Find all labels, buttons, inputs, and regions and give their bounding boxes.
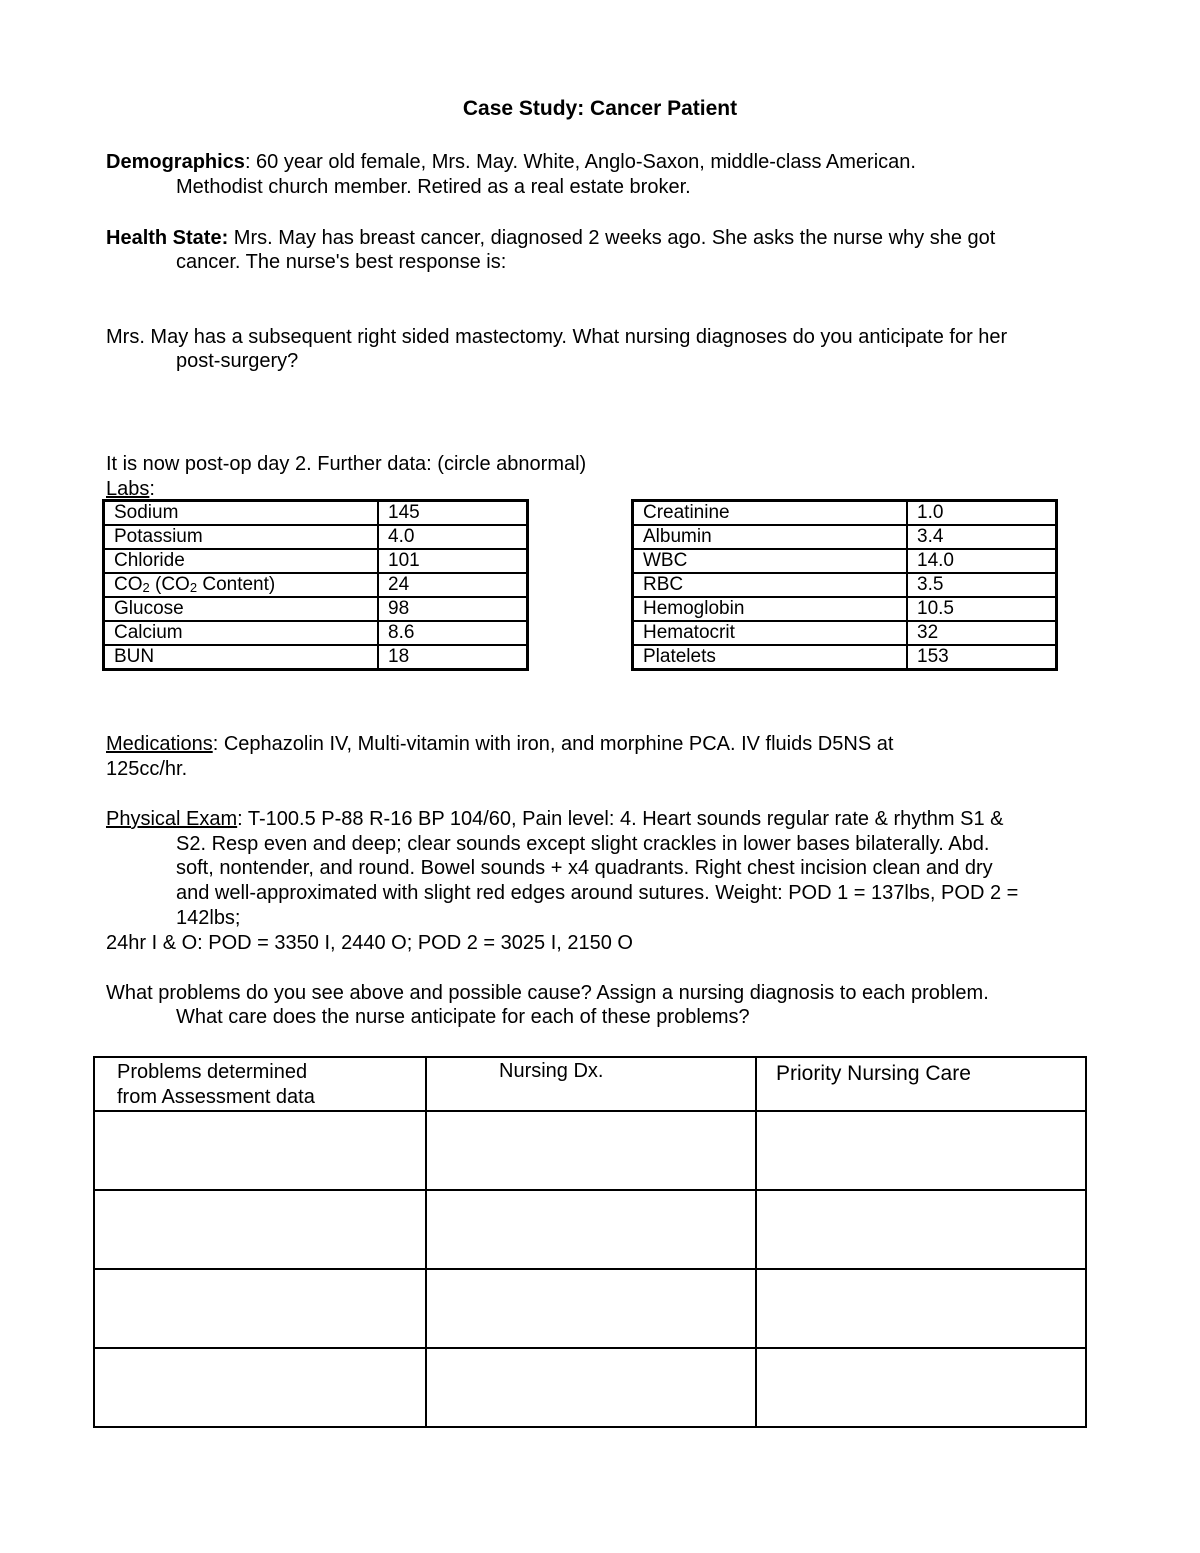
table-row <box>633 573 1057 597</box>
table-row <box>104 573 528 597</box>
mastectomy-line-2: post-surgery? <box>176 350 299 372</box>
nursing-dx-cell[interactable] <box>426 1348 756 1427</box>
priority-care-cell[interactable] <box>756 1111 1086 1190</box>
table-row <box>104 621 528 645</box>
lab-name: Potassium <box>104 525 379 549</box>
nursing-dx-cell[interactable] <box>426 1269 756 1348</box>
table-row <box>633 645 1057 670</box>
priority-care-cell[interactable] <box>756 1190 1086 1269</box>
postop-text: It is now post-op day 2. Further data: (circle abnormal) <box>106 453 587 475</box>
table-row <box>104 525 528 549</box>
table-row <box>104 597 528 621</box>
table-row <box>104 549 528 573</box>
problem-cell[interactable] <box>94 1190 426 1269</box>
table-row <box>94 1348 1086 1427</box>
lab-name: Glucose <box>104 597 379 621</box>
care-table-header <box>94 1057 1086 1111</box>
demographics-line-2: Methodist church member. Retired as a real estate broker. <box>176 176 691 198</box>
lab-value: 1.0 <box>907 501 1057 526</box>
table-row <box>104 501 528 526</box>
medications-label: Medications <box>106 733 213 755</box>
question-line-2: What care does the nurse anticipate for each of these problems? <box>176 1006 750 1028</box>
medications-text: : Cephazolin IV, Multi-vitamin with iron, and morphine PCA. IV fluids D5NS at <box>212 733 894 755</box>
lab-name: Platelets <box>633 645 908 670</box>
labs-label: Labs <box>106 478 150 500</box>
lab-value: 153 <box>907 645 1057 670</box>
col-nursing-dx: Nursing Dx. <box>426 1057 756 1111</box>
lab-value: 24 <box>378 573 528 597</box>
lab-value: 14.0 <box>907 549 1057 573</box>
care-plan-table <box>93 1056 1087 1428</box>
question-line-1: What problems do you see above and possible cause? Assign a nursing diagnosis to each problem. <box>106 982 989 1004</box>
problem-cell[interactable] <box>94 1348 426 1427</box>
health-state-label: Health State: <box>106 227 229 249</box>
table-row <box>94 1190 1086 1269</box>
lab-value: 3.5 <box>907 573 1057 597</box>
physical-exam-line-3: soft, nontender, and round. Bowel sounds + x4 quadrants. Right chest incision clean and dry <box>176 857 993 879</box>
lab-name: Hemoglobin <box>633 597 908 621</box>
table-row <box>94 1111 1086 1190</box>
lab-name: Creatinine <box>633 501 908 526</box>
physical-exam-line-2: S2. Resp even and deep; clear sounds except slight crackles in lower bases bilaterally. Abd. <box>176 833 990 855</box>
lab-name: WBC <box>633 549 908 573</box>
physical-exam-text: : T-100.5 P-88 R-16 BP 104/60, Pain level: 4. Heart sounds regular rate & rhythm S1 & <box>237 808 1004 830</box>
health-state-line-2: cancer. The nurse's best response is: <box>176 251 507 273</box>
col-problems: Problems determined from Assessment data <box>94 1057 426 1111</box>
lab-value: 3.4 <box>907 525 1057 549</box>
physical-exam-line-4: and well-approximated with slight red edges around sutures. Weight: POD 1 = 137lbs, POD 2 = <box>176 882 1019 904</box>
labs-table-left <box>102 499 529 671</box>
nursing-dx-cell[interactable] <box>426 1190 756 1269</box>
lab-name-co2: $CO_2$ ($CO_2$ Content) <box>104 573 379 597</box>
lab-name: Hematocrit <box>633 621 908 645</box>
nursing-dx-cell[interactable] <box>426 1111 756 1190</box>
lab-value: 145 <box>378 501 528 526</box>
table-row <box>633 621 1057 645</box>
table-row <box>633 525 1057 549</box>
intake-output-line: 24hr I & O: POD = 3350 I, 2440 O; POD 2 = 3025 I, 2150 O <box>106 932 633 954</box>
mastectomy-line-1: Mrs. May has a subsequent right sided mastectomy. What nursing diagnoses do you anticipate for her <box>106 326 1008 348</box>
lab-name: Calcium <box>104 621 379 645</box>
table-row <box>633 597 1057 621</box>
problem-cell[interactable] <box>94 1269 426 1348</box>
lab-name: Albumin <box>633 525 908 549</box>
table-row <box>633 549 1057 573</box>
physical-exam-line-5: 142lbs; <box>176 907 241 929</box>
lab-name: BUN <box>104 645 379 670</box>
lab-value: 32 <box>907 621 1057 645</box>
table-row <box>104 645 528 670</box>
priority-care-cell[interactable] <box>756 1269 1086 1348</box>
demographics-label: Demographics <box>106 151 245 173</box>
physical-exam-label: Physical Exam <box>106 808 238 830</box>
lab-name: Chloride <box>104 549 379 573</box>
health-state-line-1 <box>106 226 995 250</box>
problem-cell[interactable] <box>94 1111 426 1190</box>
demographics-text: : 60 year old female, Mrs. May. White, Anglo-Saxon, middle-class American. <box>244 151 916 173</box>
lab-value: 4.0 <box>378 525 528 549</box>
lab-value: 10.5 <box>907 597 1057 621</box>
priority-care-cell[interactable] <box>756 1348 1086 1427</box>
lab-value: 8.6 <box>378 621 528 645</box>
physical-exam-line-1 <box>106 807 1004 831</box>
lab-value: 101 <box>378 549 528 573</box>
table-row <box>94 1269 1086 1348</box>
col-priority-care: Priority Nursing Care <box>756 1057 1086 1111</box>
health-state-text: Mrs. May has breast cancer, diagnosed 2 weeks ago. She asks the nurse why she got <box>228 227 996 249</box>
lab-value: 18 <box>378 645 528 670</box>
lab-value: 98 <box>378 597 528 621</box>
medications-line-2: 125cc/hr. <box>106 758 188 780</box>
lab-name: RBC <box>633 573 908 597</box>
medications-line-1 <box>106 732 893 756</box>
labs-table-right <box>631 499 1058 671</box>
lab-name: Sodium <box>104 501 379 526</box>
labs-heading: Labs: <box>106 478 155 500</box>
page-title: Case Study: Cancer Patient <box>462 97 738 120</box>
table-row <box>633 501 1057 526</box>
demographics-line-1 <box>106 150 916 174</box>
